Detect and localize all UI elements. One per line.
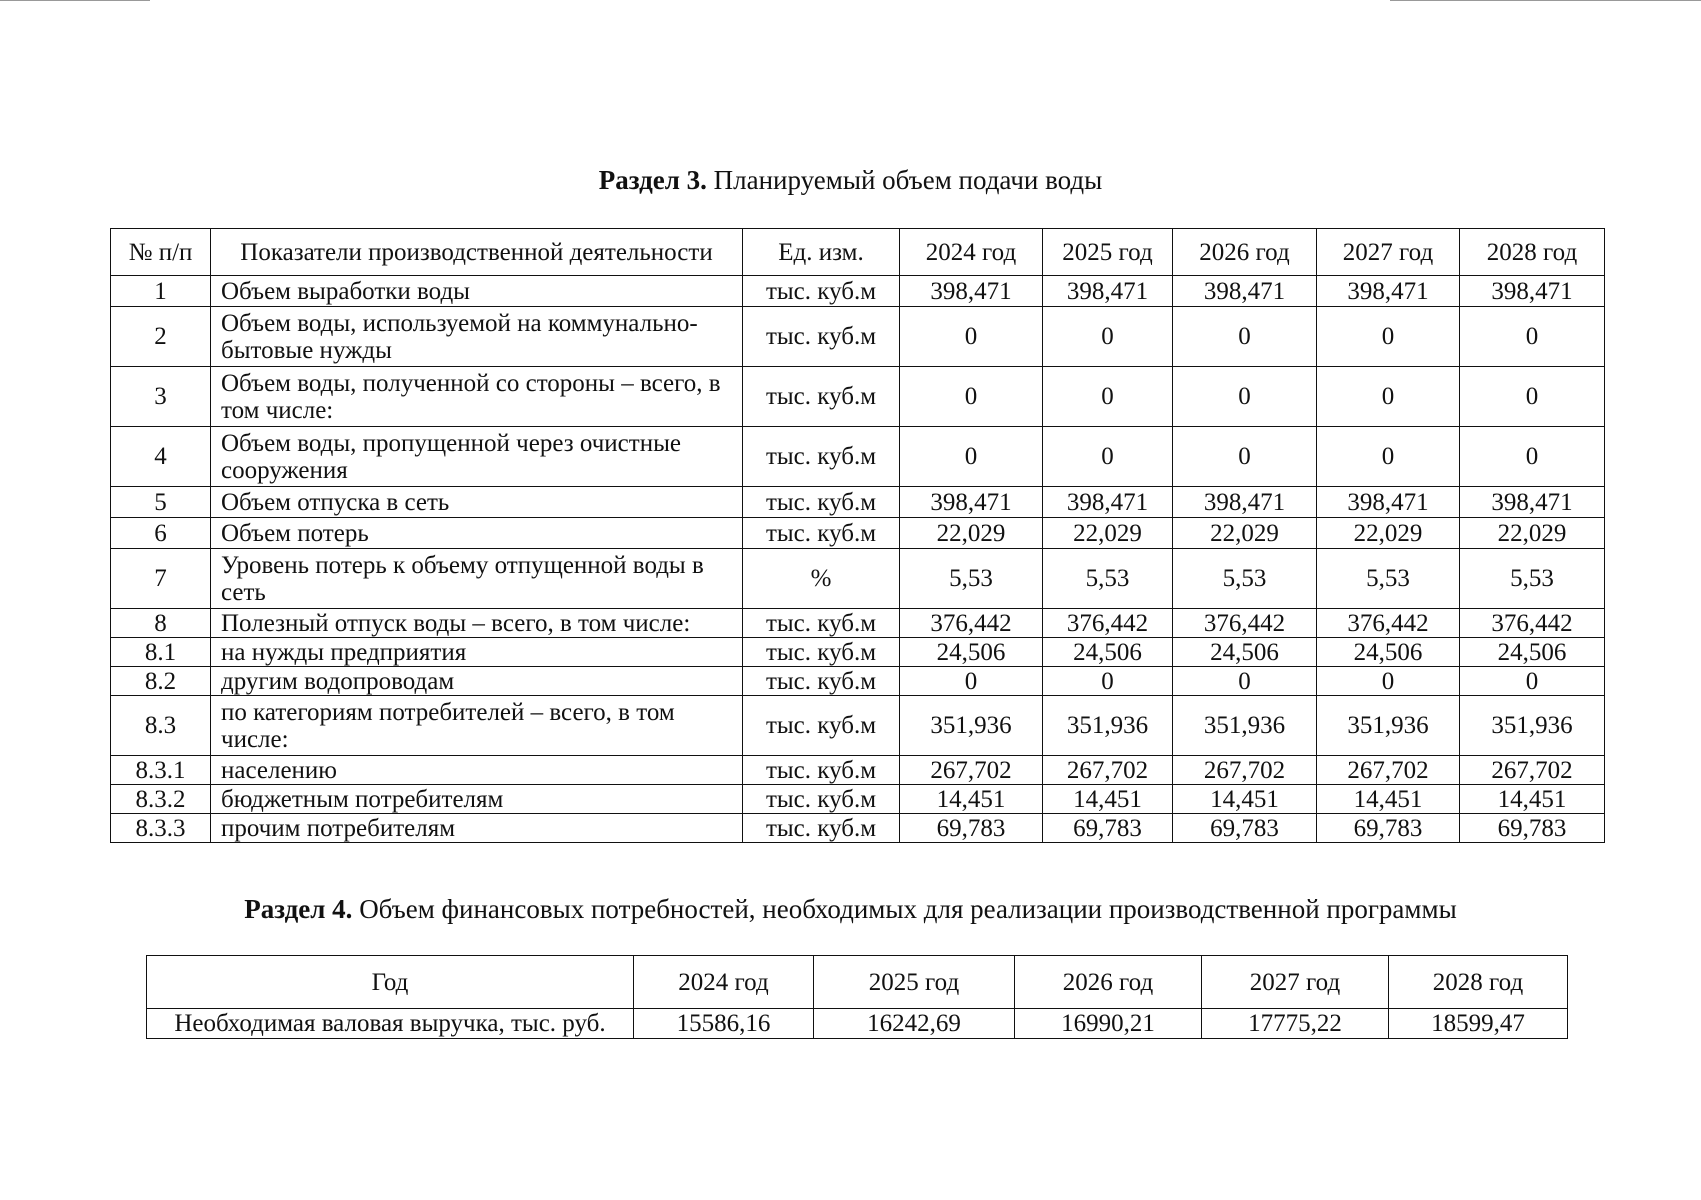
header-cell: 2024 год [634,956,814,1009]
header-cell: 2027 год [1202,956,1389,1009]
value-cell: 22,029 [1460,518,1605,549]
indicator-name: Объем выработки воды [211,276,743,307]
value-cell: 351,936 [1317,696,1460,756]
value-cell: 0 [900,307,1043,367]
indicator-name: по категориям потребителей – всего, в том числе: [211,696,743,756]
table-row [111,367,1605,427]
value-cell: 398,471 [1043,487,1173,518]
table-header-row [147,956,1568,1009]
indicator-name: Объем отпуска в сеть [211,487,743,518]
table-header-row [111,229,1605,276]
unit-cell: тыс. куб.м [743,276,900,307]
value-cell: 0 [1173,307,1317,367]
row-number: 8.3.1 [111,756,211,785]
value-cell: 24,506 [1173,638,1317,667]
value-cell: 267,702 [1173,756,1317,785]
table-row [111,756,1605,785]
unit-cell: % [743,549,900,609]
row-number: 8 [111,609,211,638]
value-cell: 5,53 [1173,549,1317,609]
table-row [111,785,1605,814]
value-cell: 267,702 [1043,756,1173,785]
page-edge-line [1390,0,1701,1]
unit-cell: тыс. куб.м [743,518,900,549]
value-cell: 267,702 [1317,756,1460,785]
unit-cell: тыс. куб.м [743,609,900,638]
page-edge-line [0,0,150,1]
value-cell: 0 [1460,307,1605,367]
indicator-name: Объем воды, пропущенной через очистные сооружения [211,427,743,487]
value-cell: 17775,22 [1202,1009,1389,1039]
section-4-title-bold: Раздел 4. [244,894,353,924]
water-supply-table [110,228,1605,843]
value-cell: 24,506 [1460,638,1605,667]
value-cell: 0 [1173,367,1317,427]
value-cell: 0 [1043,307,1173,367]
value-cell: 398,471 [1460,276,1605,307]
value-cell: 351,936 [900,696,1043,756]
unit-cell: тыс. куб.м [743,696,900,756]
value-cell: 14,451 [1317,785,1460,814]
value-cell: 16990,21 [1015,1009,1202,1039]
value-cell: 22,029 [1043,518,1173,549]
header-cell: 2028 год [1389,956,1568,1009]
row-number: 8.2 [111,667,211,696]
table-row [111,276,1605,307]
value-cell: 22,029 [1317,518,1460,549]
row-number: 8.1 [111,638,211,667]
unit-cell: тыс. куб.м [743,487,900,518]
value-cell: 376,442 [1317,609,1460,638]
financial-needs-table [146,955,1568,1039]
value-cell: 398,471 [1460,487,1605,518]
row-number: 1 [111,276,211,307]
indicator-name: Объем воды, полученной со стороны – всего, в том числе: [211,367,743,427]
value-cell: 24,506 [1043,638,1173,667]
value-cell: 14,451 [900,785,1043,814]
section-4-title [0,893,1701,925]
value-cell: 0 [900,367,1043,427]
header-cell: 2026 год [1173,229,1317,276]
table-row [111,487,1605,518]
table-row [111,518,1605,549]
value-cell: 0 [1460,427,1605,487]
value-cell: 18599,47 [1389,1009,1568,1039]
value-cell: 0 [1317,307,1460,367]
value-cell: 5,53 [1317,549,1460,609]
value-cell: 351,936 [1173,696,1317,756]
value-cell: 24,506 [1317,638,1460,667]
indicator-name: Уровень потерь к объему отпущенной воды в сеть [211,549,743,609]
value-cell: 376,442 [1173,609,1317,638]
value-cell: 14,451 [1460,785,1605,814]
row-number: 8.3 [111,696,211,756]
table-row [111,307,1605,367]
row-number: 8.3.3 [111,814,211,843]
value-cell: 0 [1043,427,1173,487]
value-cell: 0 [1043,367,1173,427]
value-cell: 69,783 [1317,814,1460,843]
value-cell: 351,936 [1460,696,1605,756]
indicator-name: бюджетным потребителям [211,785,743,814]
unit-cell: тыс. куб.м [743,814,900,843]
value-cell: 376,442 [900,609,1043,638]
table-row [111,667,1605,696]
indicator-name: прочим потребителям [211,814,743,843]
table-row [111,814,1605,843]
value-cell: 0 [1460,667,1605,696]
value-cell: 398,471 [1173,276,1317,307]
row-number: 8.3.2 [111,785,211,814]
value-cell: 69,783 [900,814,1043,843]
value-cell: 24,506 [900,638,1043,667]
header-cell: Год [147,956,634,1009]
header-cell: 2024 год [900,229,1043,276]
table-row [111,638,1605,667]
header-cell: 2025 год [1043,229,1173,276]
value-cell: 398,471 [1317,487,1460,518]
value-cell: 351,936 [1043,696,1173,756]
indicator-name: населению [211,756,743,785]
value-cell: 398,471 [1043,276,1173,307]
indicator-name: на нужды предприятия [211,638,743,667]
value-cell: 0 [1173,427,1317,487]
value-cell: 69,783 [1460,814,1605,843]
value-cell: 398,471 [1317,276,1460,307]
table-row [111,696,1605,756]
value-cell: 69,783 [1173,814,1317,843]
section-4-title-text: Объем финансовых потребностей, необходимых для реализации производственной программы [352,894,1457,924]
value-cell: 0 [1317,427,1460,487]
unit-cell: тыс. куб.м [743,756,900,785]
table-row [147,1009,1568,1039]
value-cell: 14,451 [1173,785,1317,814]
row-number: 6 [111,518,211,549]
unit-cell: тыс. куб.м [743,307,900,367]
header-cell: Ед. изм. [743,229,900,276]
value-cell: 15586,16 [634,1009,814,1039]
value-cell: 22,029 [900,518,1043,549]
section-3-title [0,164,1701,196]
section-3-title-text: Планируемый объем подачи воды [706,165,1103,195]
section-3-title-bold: Раздел 3. [598,165,707,195]
row-number: 7 [111,549,211,609]
value-cell: 16242,69 [814,1009,1015,1039]
indicator-name: Полезный отпуск воды – всего, в том числе: [211,609,743,638]
value-cell: 0 [900,427,1043,487]
value-cell: 0 [1317,367,1460,427]
value-cell: 398,471 [1173,487,1317,518]
value-cell: 22,029 [1173,518,1317,549]
unit-cell: тыс. куб.м [743,638,900,667]
value-cell: 5,53 [1043,549,1173,609]
indicator-name: Объем потерь [211,518,743,549]
unit-cell: тыс. куб.м [743,667,900,696]
indicator-name: другим водопроводам [211,667,743,696]
header-cell: 2026 год [1015,956,1202,1009]
header-cell: 2025 год [814,956,1015,1009]
header-cell: 2027 год [1317,229,1460,276]
indicator-name: Объем воды, используемой на коммунально-бытовые нужды [211,307,743,367]
unit-cell: тыс. куб.м [743,427,900,487]
table-row [111,549,1605,609]
value-cell: 267,702 [900,756,1043,785]
row-number: 3 [111,367,211,427]
header-cell: 2028 год [1460,229,1605,276]
value-cell: 0 [900,667,1043,696]
header-cell: № п/п [111,229,211,276]
row-number: 4 [111,427,211,487]
value-cell: 0 [1043,667,1173,696]
value-cell: 376,442 [1460,609,1605,638]
unit-cell: тыс. куб.м [743,367,900,427]
row-label: Необходимая валовая выручка, тыс. руб. [147,1009,634,1039]
value-cell: 14,451 [1043,785,1173,814]
value-cell: 0 [1317,667,1460,696]
value-cell: 69,783 [1043,814,1173,843]
value-cell: 5,53 [900,549,1043,609]
value-cell: 398,471 [900,487,1043,518]
row-number: 5 [111,487,211,518]
value-cell: 376,442 [1043,609,1173,638]
header-cell: Показатели производственной деятельности [211,229,743,276]
value-cell: 5,53 [1460,549,1605,609]
value-cell: 267,702 [1460,756,1605,785]
unit-cell: тыс. куб.м [743,785,900,814]
value-cell: 398,471 [900,276,1043,307]
table-row [111,609,1605,638]
table-row [111,427,1605,487]
value-cell: 0 [1460,367,1605,427]
row-number: 2 [111,307,211,367]
value-cell: 0 [1173,667,1317,696]
